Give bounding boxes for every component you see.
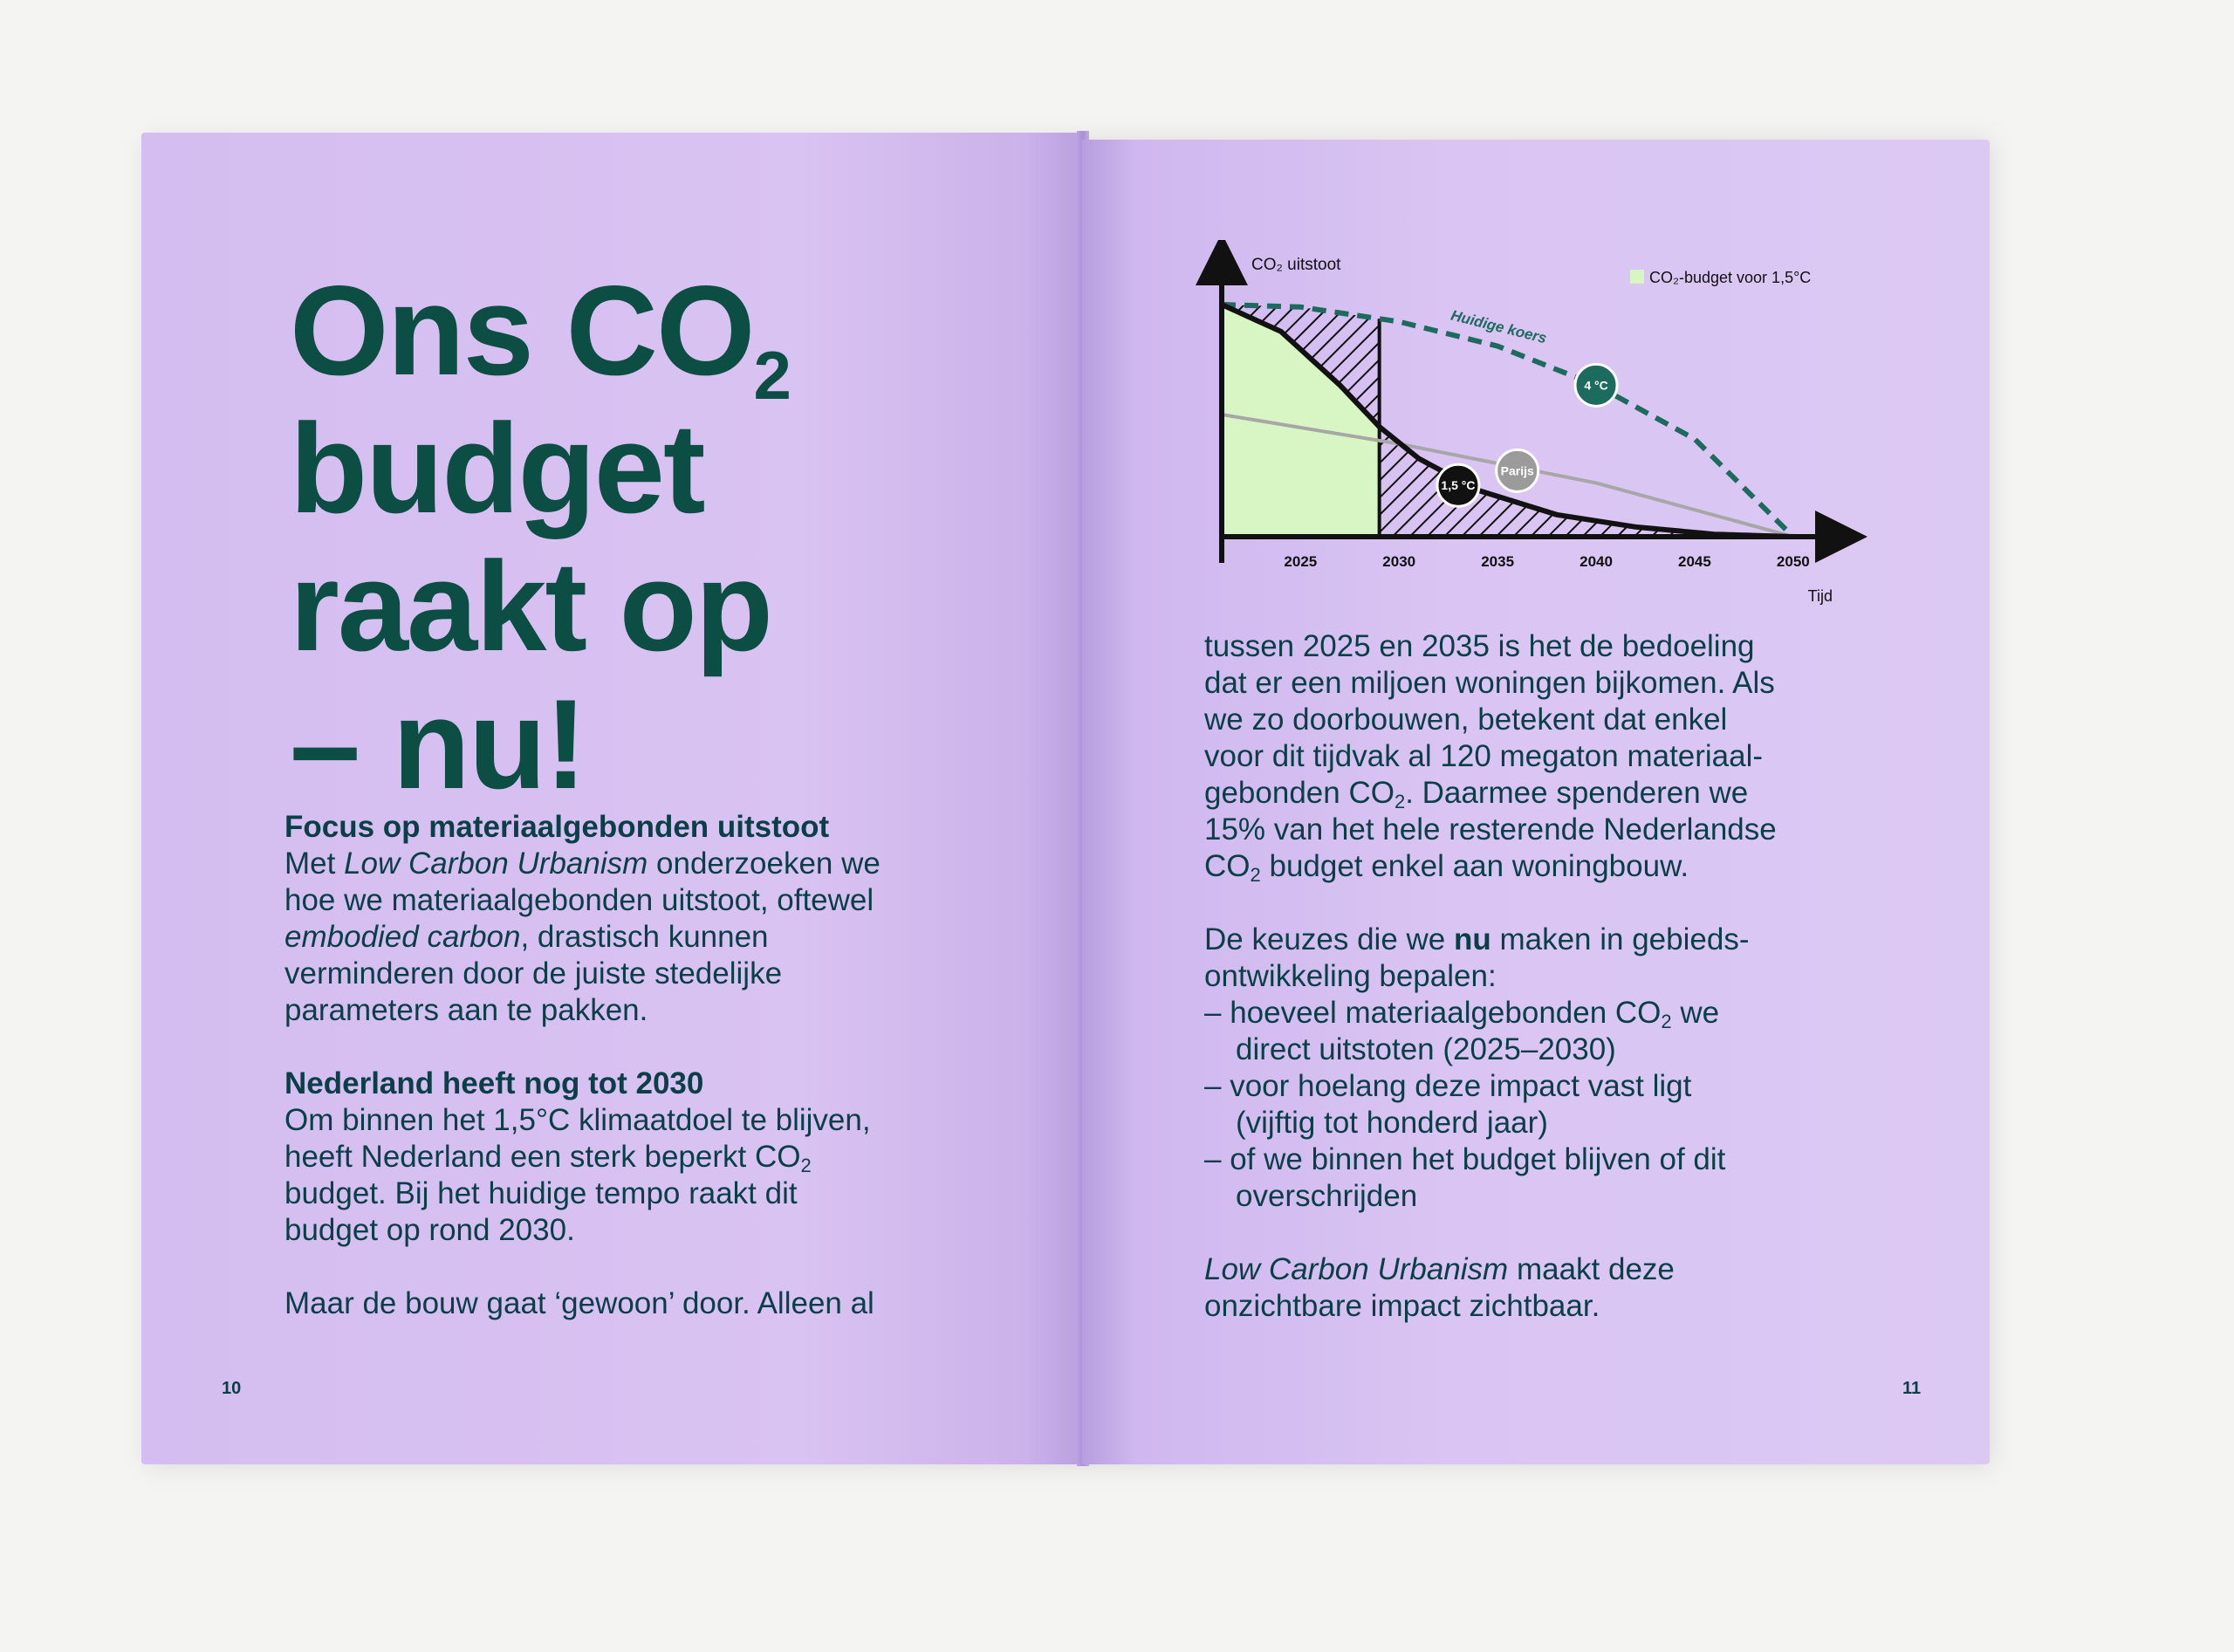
left-page bbox=[141, 133, 1082, 1464]
title-line-4: – nu! bbox=[290, 673, 586, 815]
marker-label: Parijs bbox=[1500, 463, 1534, 478]
x-tick-label: 2050 bbox=[1776, 553, 1810, 570]
heading-2030: Nederland heeft nog tot 2030 bbox=[284, 1066, 704, 1100]
x-tick-label: 2045 bbox=[1678, 553, 1711, 570]
marker-label: 4 °C bbox=[1584, 378, 1608, 393]
paragraph-line: embodied carbon, drastisch kunnen bbox=[284, 920, 769, 954]
right-body-text bbox=[1204, 628, 1885, 1325]
list-item-continued: direct uitstoten (2025–2030) bbox=[1236, 1032, 1616, 1066]
heading-focus: Focus op materiaalgebonden uitstoot bbox=[284, 810, 830, 844]
x-axis-label: Tijd bbox=[1807, 587, 1833, 605]
paragraph-line: tussen 2025 en 2035 is het de bedoeling bbox=[1204, 629, 1755, 663]
paragraph-line: Met Low Carbon Urbanism onderzoeken we bbox=[284, 847, 881, 881]
series-label-huidige-koers: Huidige koers bbox=[1449, 306, 1549, 347]
paragraph-line: Low Carbon Urbanism maakt deze bbox=[1204, 1252, 1675, 1286]
marker-label: 1,5 °C bbox=[1441, 478, 1476, 493]
list-item-continued: overschrijden bbox=[1236, 1179, 1418, 1213]
right-page bbox=[1082, 140, 1990, 1464]
paragraph-line: Om binnen het 1,5°C klimaatdoel te blijven, bbox=[284, 1103, 871, 1137]
paragraph-line: budget op rond 2030. bbox=[284, 1213, 575, 1247]
paragraph-line: dat er een miljoen woningen bijkomen. Als bbox=[1204, 666, 1775, 700]
paragraph-line: parameters aan te pakken. bbox=[284, 993, 648, 1027]
y-axis-label: CO₂ uitstoot bbox=[1251, 256, 1341, 274]
paragraph-line: gebonden $CO_2$. Daarmee spenderen we bbox=[1204, 776, 1749, 812]
paragraph-line: Maar de bouw gaat ‘gewoon’ door. Alleen al bbox=[284, 1286, 874, 1320]
x-tick-label: 2035 bbox=[1481, 553, 1515, 570]
title-line-3: raakt op bbox=[290, 535, 771, 677]
list-item: – of we binnen het budget blijven of dit bbox=[1204, 1142, 1726, 1176]
legend-swatch bbox=[1630, 270, 1644, 284]
paragraph-line: De keuzes die we nu maken in gebieds- bbox=[1204, 922, 1750, 956]
paragraph-line: hoe we materiaalgebonden uitstoot, oftewel bbox=[284, 883, 874, 917]
x-tick-label: 2025 bbox=[1284, 553, 1318, 570]
left-body-text bbox=[284, 809, 1052, 1322]
paragraph-line: voor dit tijdvak al 120 megaton materiaal- bbox=[1204, 739, 1764, 773]
x-tick-label: 2030 bbox=[1382, 553, 1416, 570]
x-tick-label: 2040 bbox=[1580, 553, 1613, 570]
list-item: – hoeveel materiaalgebonden $CO_2$ we bbox=[1204, 996, 1720, 1032]
co2-budget-chart bbox=[1187, 240, 1867, 607]
title-line-1: Ons $CO_2$ bbox=[290, 259, 790, 414]
paragraph-line: verminderen door de juiste stedelijke bbox=[284, 956, 783, 991]
paragraph-line: 15% van het hele resterende Nederlandse bbox=[1204, 812, 1777, 847]
list-item: – voor hoelang deze impact vast ligt bbox=[1204, 1069, 1692, 1103]
paragraph-line: ontwikkeling bepalen: bbox=[1204, 959, 1497, 993]
page-number-right: 11 bbox=[1902, 1379, 1922, 1398]
paragraph-line: we zo doorbouwen, betekent dat enkel bbox=[1204, 703, 1728, 737]
paragraph-line: onzichtbare impact zichtbaar. bbox=[1204, 1289, 1600, 1323]
list-item-continued: (vijftig tot honderd jaar) bbox=[1236, 1106, 1548, 1140]
legend-label: CO₂-budget voor 1,5°C bbox=[1649, 269, 1812, 286]
paragraph-line: heeft Nederland een sterk beperkt $CO_2$ bbox=[284, 1140, 812, 1176]
page-number-left: 10 bbox=[222, 1379, 242, 1398]
title-line-2: budget bbox=[290, 397, 704, 539]
paragraph-line: budget. Bij het huidige tempo raakt dit bbox=[284, 1176, 798, 1210]
page-title bbox=[290, 259, 790, 815]
paragraph-line: $CO_2$ budget enkel aan woningbouw. bbox=[1204, 849, 1689, 886]
